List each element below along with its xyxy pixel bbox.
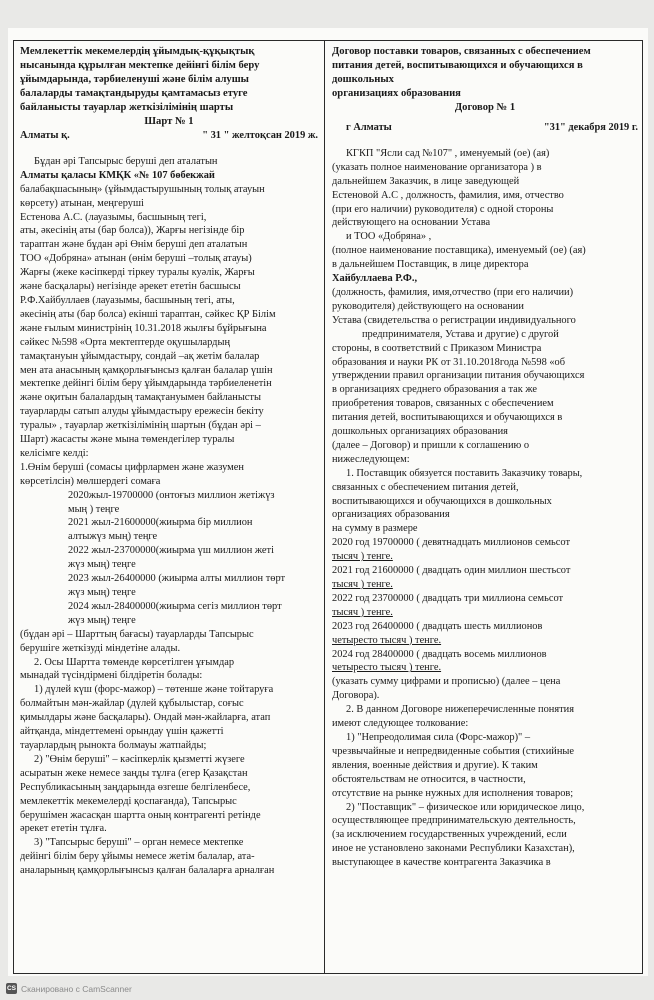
kazakh-column [20, 45, 318, 973]
kazakh-title: Мемлекеттік мекемелердің ұйымдық-құқықтық нысанында құрылған мектепке дейінгі білім беру ұйымдарында, тәрбиеленуші және білім алушы балаларды тамақтандыруды қамтамасыз етуге байланысты тауарлар жеткізілімінің шарты [20, 46, 260, 113]
russian-title: Договор поставки товаров, связанных с обеспечением питания детей, воспитывающихся и обучающихся в дошкольных организациях образования [332, 46, 591, 99]
russian-city: г Алматы [346, 122, 392, 133]
russian-preamble: КГКП "Ясли сад №107" , именуемый (ое) (ая) (указать полное наименование организатора ) в дальнейшем Заказчик, в лице заведующей Естеновой А.С , должность, фамилия, имя, отчество (при его наличии) руководителя) с одной стороны действующего на основании Устава и ТОО «Добряна» , (полное наименование поставщика), именуемый (ое) (ая) в дальнейшем Поставщик, в лице директора Хайбуллаева Р.Ф., (должность, фамилия, имя,отчество (при его наличии) руководителя) действующего на основании Устава (свидетельства о регистрации индивидуального предпринимателя, Устава и другие) с другой стороны, в соответствий с Приказом Министра образования и науки РК от 31.10.2018года №598 «об утверждении правил организации питания обучающихся в организациях среднего образования а так же приобретения товаров, связанных с обеспечением питания детей, воспитывающихся и обучающихся в дошкольных организациях образования (далее – Договор) и пришли к соглашению о нижеследующем: 1. Поставщик обязуется поставить Заказчику товары, связанных с обеспечением питания детей, воспитывающихся и обучающихся в дошкольных организациях образования на сумму в размере [332, 147, 586, 535]
russian-place-date [332, 121, 638, 135]
kazakh-contract-number: Шарт № 1 [144, 116, 194, 127]
russian-contract-number: Договор № 1 [454, 102, 516, 113]
russian-column [332, 45, 638, 973]
russian-definitions: (указать сумму цифрами и прописью) (далее – цена Договора). 2. В данном Договоре нижеперечисленные понятия имеют следующее толкование: 1) "Непреодолимая сила (Форс-мажор)" – чрезвычайные и непредвиденные события (стихийные явления, военные действия и другие). К таким обстоятельствам не относится, в частности, отсутствие на рынке нужных для исполнения товаров; 2) "Поставщик" – физическое или юридическое лицо, осуществляющее предпринимательскую деятельность, (за исключением государственных учреждений, если иное не установлено законами Республики Казахстан), выступающее в качестве контрагента Заказчика в [332, 676, 585, 869]
kazakh-date: " 31 " желтоқсан 2019 ж. [202, 130, 318, 141]
camscanner-logo-icon: CS [6, 985, 17, 992]
camscanner-text: Сканировано с CamScanner [21, 983, 132, 994]
scanned-page [8, 28, 648, 976]
camscanner-footer [6, 983, 132, 994]
contract-table [13, 40, 643, 974]
russian-amounts: 2020 год 19700000 ( девятнадцать миллионов семьсот тысяч ) тенге. 2021 год 21600000 ( двадцать один миллион шестьсот тысяч ) тенге. 2022 год 23700000 ( двадцать три миллиона семьсот тысяч ) тенге. 2023 год 26400000 ( двадцать шесть миллионов четыресто тысяч ) тенге. 2024 год 28400000 ( двадцать восемь миллионов четыресто тысяч ) тенге. [332, 537, 571, 674]
kazakh-preamble: Бұдан әрі Тапсырыс беруші деп аталатын Алматы қаласы КМҚК «№ 107 бөбекжай балабақшасының» (ұйымдастырушының толық атауын көрсету) атынан, меңгеруші Естенова А.С. (лауазымы, басшының тегі, аты, әкесінің аты (бар болса)), Жарғы негізінде бір тараптан және бұдан әрі Өнім беруші деп аталатын ТОО «Добряна» атынан (өнім беруші –толық атауы) Жарғы (жеке кәсіпкерді тіркеу туралы куәлік, Жарғы және басқалары) негізінде әрекет ететін басшысы Р.Ф.Хайбуллаев (лауазымы, басшының тегі, аты, әкесінің аты (бар болса) екінші тараптан, сәйкес ҚР Білім және ғылым министрінің 10.31.2018 жылғы бұйрығына сәйкес №598 «Орта мектептерде оқушылардың тамақтануын ұйымдастыру, сондай –ақ жетім балалар мен ата анасының қамқорлығынсыз қалған балалар үшін мектепке дейінгі білім беру ұйымдарында тәрбиеленетін және оқитын балалардың тамақтануымен байланысты тауарларды сатып алуды ұйымдастыру ережесін бекіту туралы» , тауарлар жеткізілімінің шартын (бұдан әрі – Шарт) жасасты және мына төмендегілер туралы келісімге келді: 1.Өнім беруші (сомасы цифрлармен және жазумен көрсетілсін) мөлшердегі сомаға [20, 155, 276, 487]
kazakh-definitions: (бұдан әрі – Шарттың бағасы) тауарларды Тапсырыс берушіге жеткізуді міндетіне алады. 2. Осы Шартта төменде көрсетілген ұғымдар мынадай түсіндірмені білдіретін болады: 1) дүлей күш (форс-мажор) – төтенше және тойтаруға болмайтын мән-жайлар (дүлей құбылыстар, соғыс қимылдары және басқалары). Ондай мән-жайларға, атап айтқанда, міндеттемені орындау үшін қажетті тауарлардың рынокта болмауы жатпайды; 2) "Өнім беруші" – кәсіпкерлік қызметті жүзеге асыратын жеке немесе заңды тұлға (егер Қазақстан Республикасының заңдарында өзгеше белгіленбесе, мемлекеттік мекемелерді қоспағанда), Тапсырыс берушімен жасасқан шартта оның контрагенті ретінде әрекет ететін тұлға. 3) "Тапсырыс беруші" – орган немесе мектепке дейінгі білім беру ұйымы немесе жетім балалар, ата- аналарының қамқорлығынсыз қалған балаларға арналған [20, 628, 275, 877]
kazakh-amounts: 2020жыл-19700000 (онтоғыз миллион жетіжүз мың ) теңге 2021 жыл-21600000(жиырма бір миллион алтыжүз мың) теңге 2022 жыл-23700000(жиырма үш миллион жеті жүз мың) теңге 2023 жыл-26400000 (жиырма алты миллион төрт жүз мың) теңге 2024 жыл-28400000(жиырма сегіз миллион төрт жүз мың) теңге [68, 489, 286, 626]
kazakh-place-date [20, 129, 318, 143]
column-divider [324, 41, 325, 973]
kazakh-city: Алматы қ. [20, 130, 70, 141]
russian-date: "31" декабря 2019 г. [543, 122, 638, 133]
